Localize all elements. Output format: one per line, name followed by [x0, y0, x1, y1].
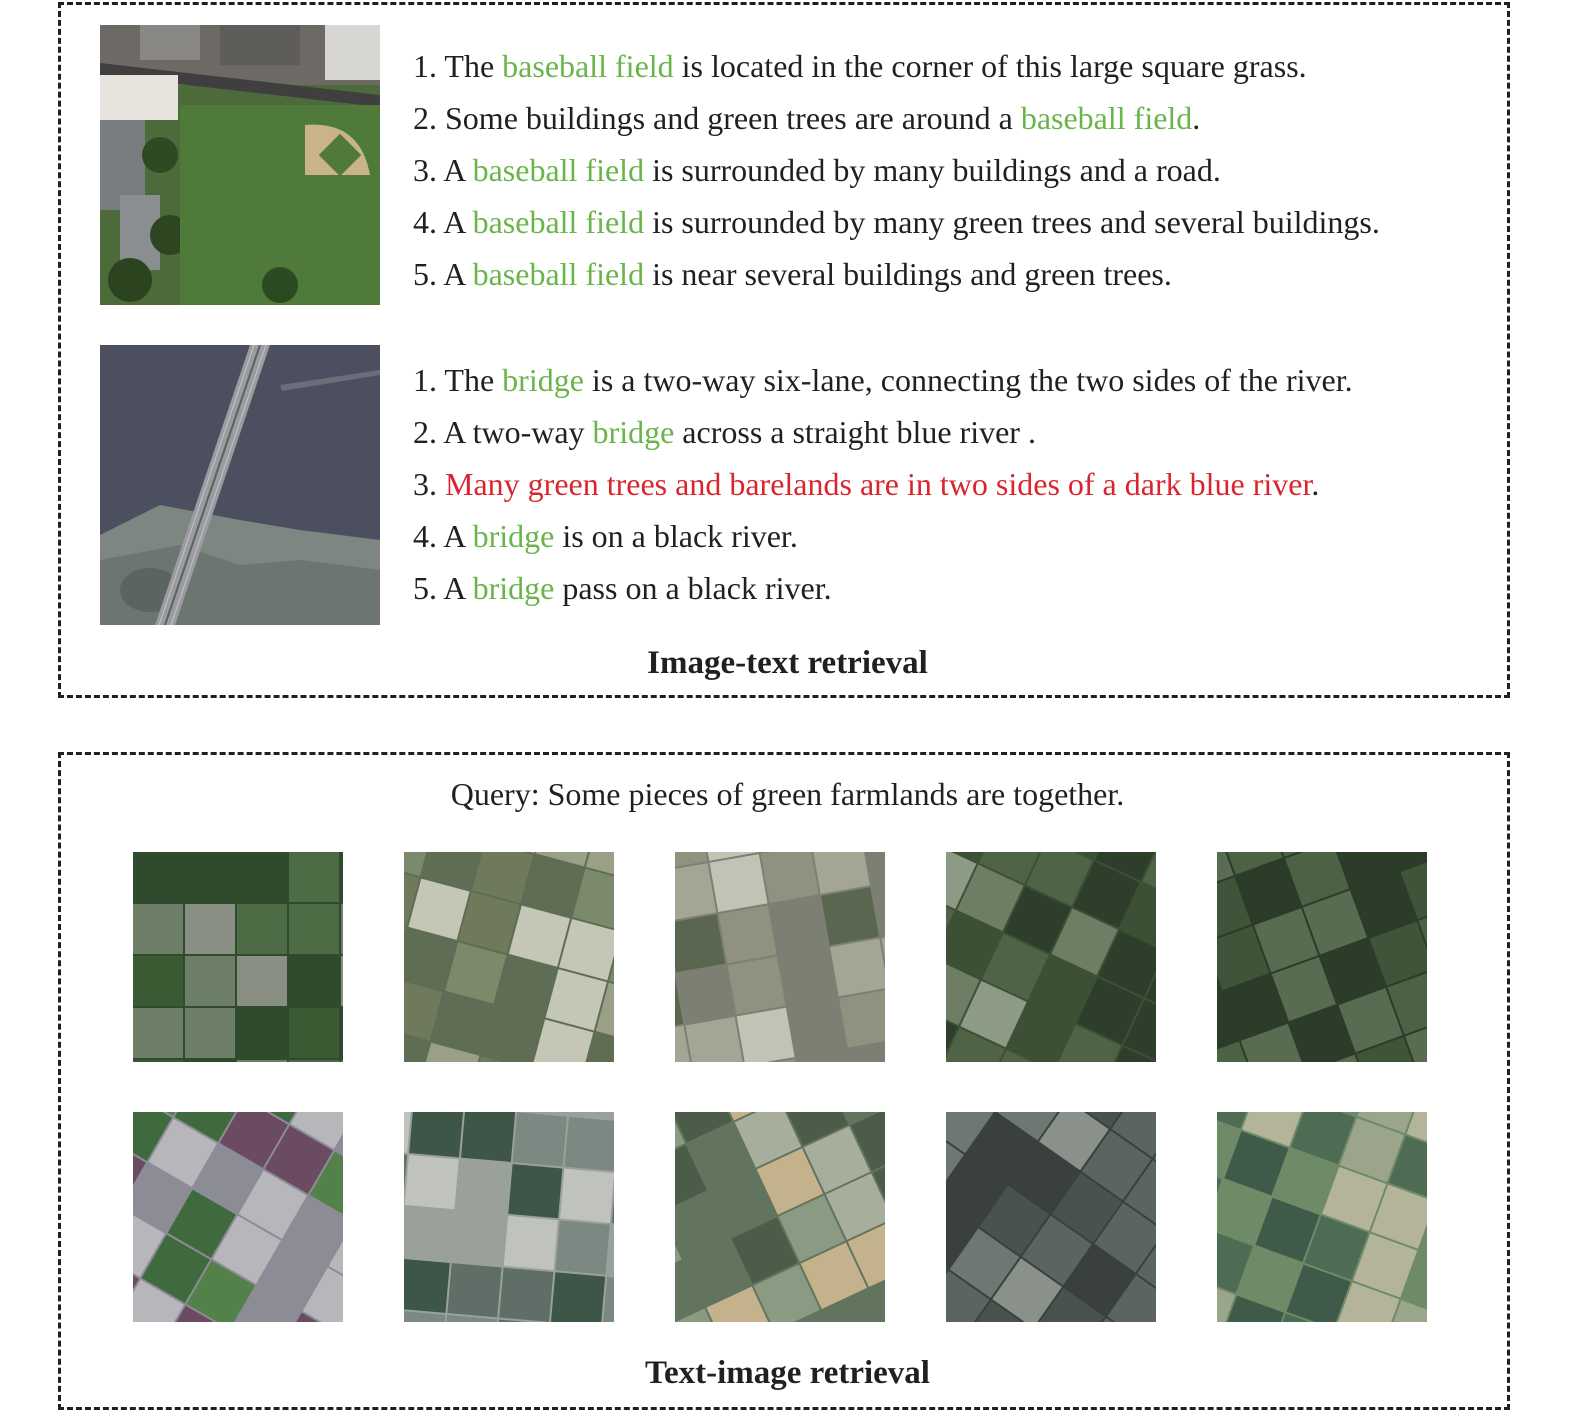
farmland-aerial-icon[interactable]: [675, 852, 885, 1062]
farmland-aerial-icon[interactable]: [1217, 1112, 1427, 1322]
matched-keyword: bridge: [472, 518, 555, 554]
text-image-title: Text-image retrieval: [645, 1355, 930, 1391]
caption-item[interactable]: 2. Some buildings and green trees are around a baseball field.: [413, 100, 1201, 136]
farmland-aerial-icon[interactable]: [946, 852, 1156, 1062]
caption-item[interactable]: 5. A baseball field is near several buildings and green trees.: [413, 256, 1172, 292]
bridge-caption-list: [413, 354, 1353, 614]
farmland-aerial-icon[interactable]: [404, 1112, 614, 1322]
farmland-aerial-icon[interactable]: [133, 852, 343, 1062]
caption-item[interactable]: 3. Many green trees and barelands are in two sides of a dark blue river.: [413, 466, 1320, 502]
farmland-aerial-icon[interactable]: [404, 852, 614, 1062]
caption-item[interactable]: 4. A baseball field is surrounded by many green trees and several buildings.: [413, 204, 1380, 240]
baseball-caption-list: [413, 40, 1380, 300]
bridge-aerial-icon[interactable]: [100, 345, 380, 625]
matched-keyword: baseball field: [502, 48, 674, 84]
caption-item[interactable]: 4. A bridge is on a black river.: [413, 518, 798, 554]
mismatched-caption: Many green trees and barelands are in two sides of a dark blue river: [445, 466, 1312, 502]
matched-keyword: baseball field: [1020, 100, 1193, 136]
matched-keyword: baseball field: [472, 152, 645, 188]
caption-item[interactable]: 2. A two-way bridge across a straight blue river .: [413, 414, 1036, 450]
matched-keyword: bridge: [592, 414, 675, 450]
query-text: Query: Some pieces of green farmlands are together.: [450, 776, 1125, 812]
image-text-title: Image-text retrieval: [647, 645, 928, 681]
caption-item[interactable]: 1. The bridge is a two-way six-lane, connecting the two sides of the river.: [413, 362, 1353, 398]
matched-keyword: bridge: [472, 570, 555, 606]
farmland-aerial-icon[interactable]: [1217, 852, 1427, 1062]
caption-item[interactable]: 3. A baseball field is surrounded by many buildings and a road.: [413, 152, 1221, 188]
farmland-aerial-icon[interactable]: [946, 1112, 1156, 1322]
matched-keyword: bridge: [502, 362, 584, 398]
farmland-aerial-icon[interactable]: [133, 1112, 343, 1322]
matched-keyword: baseball field: [472, 256, 645, 292]
matched-keyword: baseball field: [472, 204, 645, 240]
farmland-aerial-icon[interactable]: [675, 1112, 885, 1322]
baseball-field-aerial-icon[interactable]: [100, 25, 380, 305]
caption-item[interactable]: 1. The baseball field is located in the corner of this large square grass.: [413, 48, 1307, 84]
caption-item[interactable]: 5. A bridge pass on a black river.: [413, 570, 832, 606]
